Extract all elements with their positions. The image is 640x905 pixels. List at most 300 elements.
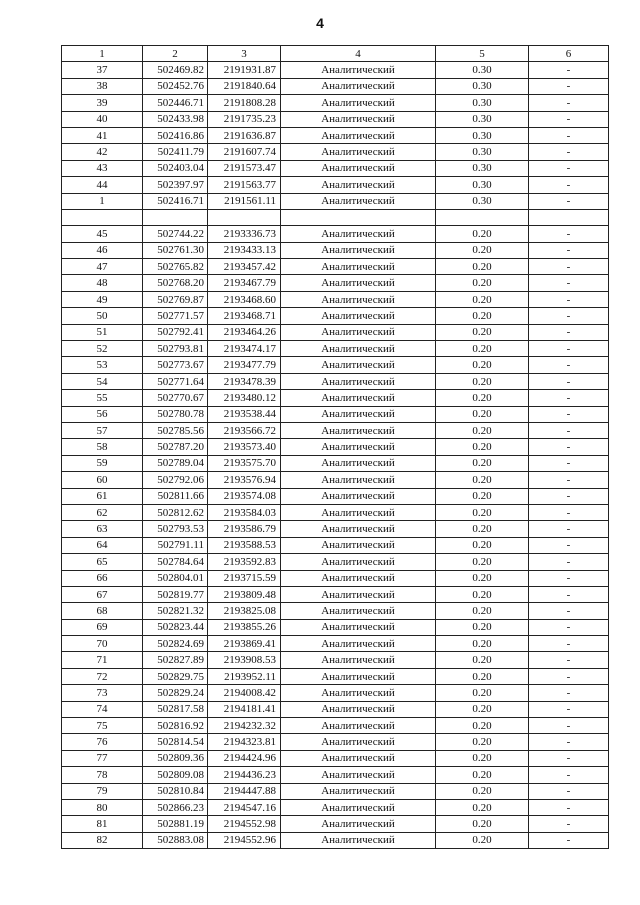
note-cell: - (529, 455, 609, 471)
x-coordinate-cell: 502792.06 (143, 472, 208, 488)
point-number-cell: 61 (62, 488, 143, 504)
method-cell: Аналитический (281, 455, 436, 471)
x-coordinate-cell: 502416.71 (143, 193, 208, 209)
table-row (62, 226, 609, 242)
table-row (62, 570, 609, 586)
x-coordinate-cell: 502785.56 (143, 422, 208, 438)
y-coordinate-cell: 2193825.08 (208, 603, 281, 619)
y-coordinate-cell: 2193464.26 (208, 324, 281, 340)
method-cell: Аналитический (281, 259, 436, 275)
table-row (62, 439, 609, 455)
table-row (62, 62, 609, 78)
note-cell: - (529, 406, 609, 422)
x-coordinate-cell: 502810.84 (143, 783, 208, 799)
accuracy-cell: 0.20 (436, 619, 529, 635)
accuracy-cell: 0.30 (436, 78, 529, 94)
point-number-cell: 70 (62, 636, 143, 652)
table-row (62, 603, 609, 619)
x-coordinate-cell: 502809.36 (143, 750, 208, 766)
table-row (62, 127, 609, 143)
accuracy-cell: 0.20 (436, 406, 529, 422)
y-coordinate-cell: 2194547.16 (208, 799, 281, 815)
method-cell: Аналитический (281, 586, 436, 602)
method-cell: Аналитический (281, 832, 436, 848)
x-coordinate-cell: 502446.71 (143, 95, 208, 111)
note-cell: - (529, 504, 609, 520)
accuracy-cell: 0.20 (436, 554, 529, 570)
x-coordinate-cell: 502804.01 (143, 570, 208, 586)
x-coordinate-cell: 502761.30 (143, 242, 208, 258)
table-row (62, 554, 609, 570)
y-coordinate-cell: 2193480.12 (208, 390, 281, 406)
accuracy-cell: 0.20 (436, 390, 529, 406)
table-row (62, 767, 609, 783)
y-coordinate-cell: 2193584.03 (208, 504, 281, 520)
accuracy-cell: 0.20 (436, 455, 529, 471)
note-cell: - (529, 259, 609, 275)
table-row (62, 668, 609, 684)
table-row (62, 275, 609, 291)
accuracy-cell: 0.20 (436, 439, 529, 455)
x-coordinate-cell: 502452.76 (143, 78, 208, 94)
point-number-cell: 1 (62, 193, 143, 209)
table-row (62, 799, 609, 815)
y-coordinate-cell: 2193809.48 (208, 586, 281, 602)
point-number-cell: 49 (62, 291, 143, 307)
y-coordinate-cell: 2191735.23 (208, 111, 281, 127)
point-number-cell: 67 (62, 586, 143, 602)
point-number-cell: 43 (62, 160, 143, 176)
accuracy-cell: 0.20 (436, 472, 529, 488)
method-cell: Аналитический (281, 324, 436, 340)
table-row (62, 242, 609, 258)
note-cell: - (529, 177, 609, 193)
point-number-cell: 46 (62, 242, 143, 258)
accuracy-cell: 0.20 (436, 701, 529, 717)
point-number-cell: 47 (62, 259, 143, 275)
y-coordinate-cell: 2193468.71 (208, 308, 281, 324)
note-cell: - (529, 193, 609, 209)
x-coordinate-cell: 502793.53 (143, 521, 208, 537)
point-number-cell: 38 (62, 78, 143, 94)
x-coordinate-cell: 502866.23 (143, 799, 208, 815)
table-header-row (62, 46, 609, 62)
y-coordinate-cell: 2193576.94 (208, 472, 281, 488)
note-cell: - (529, 636, 609, 652)
note-cell: - (529, 767, 609, 783)
method-cell: Аналитический (281, 504, 436, 520)
accuracy-cell: 0.20 (436, 537, 529, 553)
y-coordinate-cell: 2191636.87 (208, 127, 281, 143)
table-row (62, 390, 609, 406)
point-number-cell: 59 (62, 455, 143, 471)
table-row (62, 750, 609, 766)
table-row (62, 472, 609, 488)
y-coordinate-cell: 2194232.32 (208, 718, 281, 734)
table-row (62, 422, 609, 438)
note-cell: - (529, 603, 609, 619)
table-row (62, 308, 609, 324)
x-coordinate-cell: 502784.64 (143, 554, 208, 570)
y-coordinate-cell: 2194323.81 (208, 734, 281, 750)
method-cell: Аналитический (281, 357, 436, 373)
page-number: 4 (316, 15, 324, 31)
y-coordinate-cell: 2193478.39 (208, 373, 281, 389)
y-coordinate-cell: 2193586.79 (208, 521, 281, 537)
x-coordinate-cell: 502816.92 (143, 718, 208, 734)
x-coordinate-cell: 502829.24 (143, 685, 208, 701)
x-coordinate-cell: 502411.79 (143, 144, 208, 160)
x-coordinate-cell: 502881.19 (143, 816, 208, 832)
y-coordinate-cell: 2193952.11 (208, 668, 281, 684)
x-coordinate-cell (143, 209, 208, 225)
y-coordinate-cell: 2194424.96 (208, 750, 281, 766)
point-number-cell: 64 (62, 537, 143, 553)
table-row (62, 455, 609, 471)
method-cell: Аналитический (281, 160, 436, 176)
note-cell: - (529, 373, 609, 389)
y-coordinate-cell: 2191607.74 (208, 144, 281, 160)
accuracy-cell: 0.20 (436, 603, 529, 619)
point-number-cell: 40 (62, 111, 143, 127)
method-cell: Аналитический (281, 472, 436, 488)
point-number-cell: 69 (62, 619, 143, 635)
note-cell: - (529, 570, 609, 586)
point-number-cell: 37 (62, 62, 143, 78)
note-cell: - (529, 111, 609, 127)
method-cell: Аналитический (281, 406, 436, 422)
table-row (62, 177, 609, 193)
point-number-cell (62, 209, 143, 225)
x-coordinate-cell: 502883.08 (143, 832, 208, 848)
table-row (62, 832, 609, 848)
note-cell: - (529, 799, 609, 815)
accuracy-cell: 0.20 (436, 308, 529, 324)
x-coordinate-cell: 502791.11 (143, 537, 208, 553)
method-cell (281, 209, 436, 225)
note-cell: - (529, 554, 609, 570)
accuracy-cell: 0.30 (436, 144, 529, 160)
accuracy-cell: 0.20 (436, 275, 529, 291)
y-coordinate-cell: 2193573.40 (208, 439, 281, 455)
method-cell: Аналитический (281, 603, 436, 619)
y-coordinate-cell: 2193869.41 (208, 636, 281, 652)
note-cell: - (529, 62, 609, 78)
x-coordinate-cell: 502403.04 (143, 160, 208, 176)
table-row (62, 718, 609, 734)
table-row (62, 406, 609, 422)
accuracy-cell: 0.30 (436, 127, 529, 143)
method-cell: Аналитический (281, 537, 436, 553)
method-cell: Аналитический (281, 422, 436, 438)
accuracy-cell: 0.30 (436, 62, 529, 78)
accuracy-cell: 0.20 (436, 422, 529, 438)
method-cell: Аналитический (281, 668, 436, 684)
point-number-cell: 62 (62, 504, 143, 520)
y-coordinate-cell: 2193474.17 (208, 341, 281, 357)
point-number-cell: 51 (62, 324, 143, 340)
note-cell: - (529, 783, 609, 799)
x-coordinate-cell: 502812.62 (143, 504, 208, 520)
y-coordinate-cell (208, 209, 281, 225)
note-cell: - (529, 422, 609, 438)
note-cell: - (529, 521, 609, 537)
method-cell: Аналитический (281, 521, 436, 537)
point-number-cell: 71 (62, 652, 143, 668)
note-cell: - (529, 586, 609, 602)
method-cell: Аналитический (281, 78, 436, 94)
accuracy-cell: 0.20 (436, 373, 529, 389)
method-cell: Аналитический (281, 750, 436, 766)
note-cell: - (529, 291, 609, 307)
y-coordinate-cell: 2193467.79 (208, 275, 281, 291)
method-cell: Аналитический (281, 701, 436, 717)
note-cell: - (529, 701, 609, 717)
point-number-cell: 56 (62, 406, 143, 422)
x-coordinate-cell: 502823.44 (143, 619, 208, 635)
note-cell: - (529, 488, 609, 504)
point-number-cell: 65 (62, 554, 143, 570)
x-coordinate-cell: 502780.78 (143, 406, 208, 422)
note-cell: - (529, 750, 609, 766)
note-cell: - (529, 668, 609, 684)
point-number-cell: 63 (62, 521, 143, 537)
x-coordinate-cell: 502769.87 (143, 291, 208, 307)
method-cell: Аналитический (281, 341, 436, 357)
accuracy-cell: 0.20 (436, 734, 529, 750)
note-cell: - (529, 357, 609, 373)
table-row (62, 701, 609, 717)
x-coordinate-cell: 502817.58 (143, 701, 208, 717)
note-cell: - (529, 127, 609, 143)
x-coordinate-cell: 502789.04 (143, 455, 208, 471)
accuracy-cell: 0.20 (436, 799, 529, 815)
table-row (62, 111, 609, 127)
accuracy-cell: 0.20 (436, 291, 529, 307)
y-coordinate-cell: 2193336.73 (208, 226, 281, 242)
y-coordinate-cell: 2191573.47 (208, 160, 281, 176)
table-row (62, 816, 609, 832)
point-number-cell: 74 (62, 701, 143, 717)
table-row (62, 193, 609, 209)
table-row (62, 488, 609, 504)
table-row (62, 373, 609, 389)
table-row (62, 619, 609, 635)
method-cell: Аналитический (281, 95, 436, 111)
method-cell: Аналитический (281, 734, 436, 750)
y-coordinate-cell: 2193538.44 (208, 406, 281, 422)
table-row (62, 504, 609, 520)
x-coordinate-cell: 502821.32 (143, 603, 208, 619)
point-number-cell: 82 (62, 832, 143, 848)
note-cell: - (529, 832, 609, 848)
y-coordinate-cell: 2193468.60 (208, 291, 281, 307)
point-number-cell: 41 (62, 127, 143, 143)
method-cell: Аналитический (281, 554, 436, 570)
method-cell: Аналитический (281, 652, 436, 668)
x-coordinate-cell: 502771.64 (143, 373, 208, 389)
x-coordinate-cell: 502824.69 (143, 636, 208, 652)
y-coordinate-cell: 2193855.26 (208, 619, 281, 635)
note-cell: - (529, 652, 609, 668)
y-coordinate-cell: 2193592.83 (208, 554, 281, 570)
note-cell: - (529, 226, 609, 242)
point-number-cell: 72 (62, 668, 143, 684)
accuracy-cell: 0.20 (436, 259, 529, 275)
note-cell: - (529, 144, 609, 160)
y-coordinate-cell: 2191931.87 (208, 62, 281, 78)
point-number-cell: 73 (62, 685, 143, 701)
table-row (62, 78, 609, 94)
accuracy-cell: 0.20 (436, 570, 529, 586)
method-cell: Аналитический (281, 111, 436, 127)
point-number-cell: 57 (62, 422, 143, 438)
x-coordinate-cell: 502469.82 (143, 62, 208, 78)
point-number-cell: 68 (62, 603, 143, 619)
x-coordinate-cell: 502768.20 (143, 275, 208, 291)
column-header: 2 (143, 46, 208, 62)
method-cell: Аналитический (281, 144, 436, 160)
method-cell: Аналитический (281, 242, 436, 258)
note-cell (529, 209, 609, 225)
y-coordinate-cell: 2191840.64 (208, 78, 281, 94)
point-number-cell: 81 (62, 816, 143, 832)
note-cell: - (529, 472, 609, 488)
table-row (62, 95, 609, 111)
point-number-cell: 60 (62, 472, 143, 488)
y-coordinate-cell: 2193715.59 (208, 570, 281, 586)
method-cell: Аналитический (281, 127, 436, 143)
note-cell: - (529, 324, 609, 340)
method-cell: Аналитический (281, 636, 436, 652)
x-coordinate-cell: 502819.77 (143, 586, 208, 602)
x-coordinate-cell: 502773.67 (143, 357, 208, 373)
point-number-cell: 78 (62, 767, 143, 783)
method-cell: Аналитический (281, 783, 436, 799)
point-number-cell: 44 (62, 177, 143, 193)
method-cell: Аналитический (281, 488, 436, 504)
accuracy-cell: 0.20 (436, 586, 529, 602)
point-number-cell: 76 (62, 734, 143, 750)
x-coordinate-cell: 502765.82 (143, 259, 208, 275)
y-coordinate-cell: 2191561.11 (208, 193, 281, 209)
note-cell: - (529, 685, 609, 701)
y-coordinate-cell: 2194552.96 (208, 832, 281, 848)
note-cell: - (529, 242, 609, 258)
table-row (62, 685, 609, 701)
table-row (62, 783, 609, 799)
table-row (62, 160, 609, 176)
table-row (62, 259, 609, 275)
accuracy-cell: 0.30 (436, 177, 529, 193)
table-row (62, 537, 609, 553)
x-coordinate-cell: 502814.54 (143, 734, 208, 750)
x-coordinate-cell: 502829.75 (143, 668, 208, 684)
y-coordinate-cell: 2194436.23 (208, 767, 281, 783)
method-cell: Аналитический (281, 177, 436, 193)
note-cell: - (529, 718, 609, 734)
note-cell: - (529, 390, 609, 406)
point-number-cell: 39 (62, 95, 143, 111)
y-coordinate-cell: 2194008.42 (208, 685, 281, 701)
method-cell: Аналитический (281, 767, 436, 783)
table-row (62, 734, 609, 750)
accuracy-cell: 0.20 (436, 242, 529, 258)
note-cell: - (529, 734, 609, 750)
x-coordinate-cell: 502416.86 (143, 127, 208, 143)
point-number-cell: 79 (62, 783, 143, 799)
method-cell: Аналитический (281, 308, 436, 324)
method-cell: Аналитический (281, 619, 436, 635)
table-row (62, 357, 609, 373)
note-cell: - (529, 619, 609, 635)
table-body (62, 62, 609, 849)
y-coordinate-cell: 2193457.42 (208, 259, 281, 275)
y-coordinate-cell: 2193566.72 (208, 422, 281, 438)
method-cell: Аналитический (281, 439, 436, 455)
accuracy-cell: 0.30 (436, 95, 529, 111)
point-number-cell: 48 (62, 275, 143, 291)
y-coordinate-cell: 2193908.53 (208, 652, 281, 668)
table-row (62, 324, 609, 340)
accuracy-cell: 0.20 (436, 750, 529, 766)
accuracy-cell (436, 209, 529, 225)
x-coordinate-cell: 502811.66 (143, 488, 208, 504)
x-coordinate-cell: 502397.97 (143, 177, 208, 193)
note-cell: - (529, 275, 609, 291)
method-cell: Аналитический (281, 799, 436, 815)
point-number-cell: 50 (62, 308, 143, 324)
x-coordinate-cell: 502809.08 (143, 767, 208, 783)
method-cell: Аналитический (281, 226, 436, 242)
table-row (62, 341, 609, 357)
x-coordinate-cell: 502770.67 (143, 390, 208, 406)
x-coordinate-cell: 502433.98 (143, 111, 208, 127)
accuracy-cell: 0.20 (436, 783, 529, 799)
y-coordinate-cell: 2193575.70 (208, 455, 281, 471)
y-coordinate-cell: 2193477.79 (208, 357, 281, 373)
note-cell: - (529, 816, 609, 832)
table-row (62, 209, 609, 225)
y-coordinate-cell: 2194447.88 (208, 783, 281, 799)
accuracy-cell: 0.20 (436, 668, 529, 684)
accuracy-cell: 0.30 (436, 111, 529, 127)
accuracy-cell: 0.20 (436, 324, 529, 340)
note-cell: - (529, 95, 609, 111)
column-header: 6 (529, 46, 609, 62)
method-cell: Аналитический (281, 373, 436, 389)
accuracy-cell: 0.20 (436, 226, 529, 242)
point-number-cell: 42 (62, 144, 143, 160)
note-cell: - (529, 308, 609, 324)
accuracy-cell: 0.20 (436, 504, 529, 520)
note-cell: - (529, 537, 609, 553)
point-number-cell: 80 (62, 799, 143, 815)
accuracy-cell: 0.20 (436, 767, 529, 783)
point-number-cell: 45 (62, 226, 143, 242)
table-row (62, 291, 609, 307)
method-cell: Аналитический (281, 718, 436, 734)
accuracy-cell: 0.20 (436, 718, 529, 734)
point-number-cell: 77 (62, 750, 143, 766)
table-row (62, 636, 609, 652)
x-coordinate-cell: 502827.89 (143, 652, 208, 668)
point-number-cell: 54 (62, 373, 143, 389)
coordinates-table (61, 45, 609, 849)
x-coordinate-cell: 502771.57 (143, 308, 208, 324)
accuracy-cell: 0.30 (436, 160, 529, 176)
x-coordinate-cell: 502792.41 (143, 324, 208, 340)
